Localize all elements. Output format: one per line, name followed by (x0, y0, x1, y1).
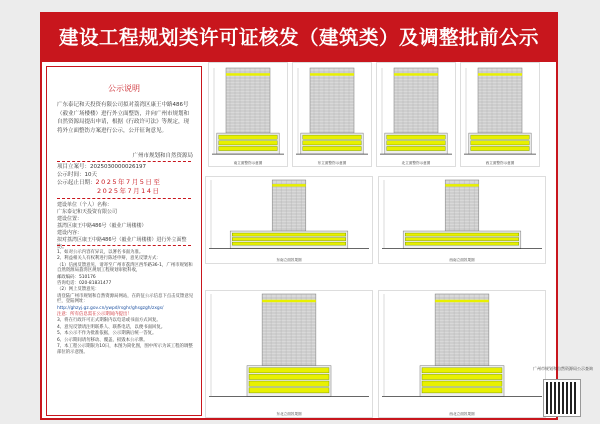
project-meta (57, 164, 197, 196)
qr-caption: 广州市规划和自然资源局公示查询 (533, 366, 593, 371)
elevation-drawing-1 (208, 62, 288, 167)
drawing-caption: 西南立面效果图 (449, 258, 475, 262)
divider (57, 198, 191, 199)
elevation-drawing-8 (378, 290, 546, 418)
location: 荔湾区康王中路486号（毅业广场楼楼） (57, 223, 147, 229)
issuing-bureau: 广州市规划和自然资源局 (132, 153, 193, 159)
note-item: 6、公示期间请勿移动、覆盖、损毁本公示牌。 (57, 337, 148, 343)
page-title: 建设工程规划类许可证核发（建筑类）及调整批前公示 (42, 14, 556, 62)
drawing-caption: 东南立面效果图 (276, 258, 302, 262)
drawing-caption: 北立面整饬示意图 (401, 161, 431, 165)
drawing-caption: 西立面整饬示意图 (485, 161, 515, 165)
elevation-drawing-5 (205, 176, 373, 264)
drawing-caption: 南立面整饬示意图 (233, 161, 263, 165)
date-label: 公示起止日期： (57, 180, 96, 186)
note-item: 1、如对公示内容有异议，以署名书面为准。 (57, 250, 144, 255)
note-item: （1）信函反馈意见，请寄至广州市荔湾区西华路36-1，广州市规划和自然资源局荔湾区规划工程规划审批科收， (57, 262, 193, 274)
note-item: 3、将在行政许可正式期限内以电话或书面方式回复。 (57, 318, 161, 324)
divider (57, 161, 191, 162)
note-item: （2）网上反馈意见： (57, 287, 100, 293)
elevation-drawing-2 (292, 62, 372, 167)
content-label: 建设内容： (57, 230, 83, 236)
drawing-caption: 东北立面效果图 (276, 412, 302, 416)
elevation-drawing-6 (378, 176, 546, 264)
qr-code[interactable] (544, 380, 580, 416)
applicant-name: 广东泰记和天投资有限公司 (57, 209, 118, 215)
content: 拟对荔湾区康王中路486号（毅业广场楼楼）进行外立面整饬。 (57, 237, 187, 250)
note-item: 2、利益相关人有权利进行陈述申辩，意见反馈方式： (57, 256, 161, 262)
end-date: 2025年7月14日 (97, 186, 161, 195)
note-item: 邮政编码：510176 (57, 274, 96, 280)
note-link[interactable]: http://ghzyj.gz.gov.cn/ywpd/rsghr/ghsgzgh/zxgs/ (57, 305, 164, 311)
note-item: 咨询电话：020-81831477 (57, 281, 112, 287)
note-warning: 注意：所有信息需在公示期间内提出！ (57, 312, 132, 318)
notes-list (57, 250, 195, 356)
location-label: 建设位置： (57, 216, 83, 222)
notice-heading: 公示说明 (108, 84, 140, 93)
note-item: 请登陆广州市规划和自然资源局网站，在的征公示信息下点击反馈意见栏，登陆网址： (57, 293, 194, 305)
start-date: 2025年7月5日至 (95, 178, 162, 186)
elevation-drawing-4 (460, 62, 540, 167)
drawing-caption: 西北立面效果图 (449, 412, 475, 416)
notice-period: 公示时间：10天 (57, 171, 97, 178)
note-item: 5、本公示不作为批准依据，公示期满后统一答复。 (57, 331, 157, 337)
note-item: 4、意见反馈请注明联系人、联系电话，以便书面回复。 (57, 324, 166, 330)
divider (57, 245, 191, 246)
notice-panel (46, 66, 202, 416)
note-item: 7、本工程公示期限为10日，本图为简化图，图中所示为该工程的调整部位的示意图。 (57, 344, 193, 355)
elevation-drawing-3 (376, 62, 456, 167)
applicant-name-label: 建设单位（个人）名称： (57, 202, 113, 208)
elevation-drawing-7 (205, 290, 373, 418)
project-number: 项目立案号：2025030000026197 (57, 164, 146, 170)
applicant-info (57, 202, 195, 251)
notice-body: 广东泰记和天投资有限公司拟对荔湾区康王中路486号（毅业广场楼楼）进行外立面整饬，并向广州市规划和自然资源局提出申请，根据《行政许可法》等规定，现将外立面整饬方案进行公示，公开征询意见。 (57, 102, 190, 134)
drawing-caption: 东立面整饬示意图 (317, 161, 347, 165)
